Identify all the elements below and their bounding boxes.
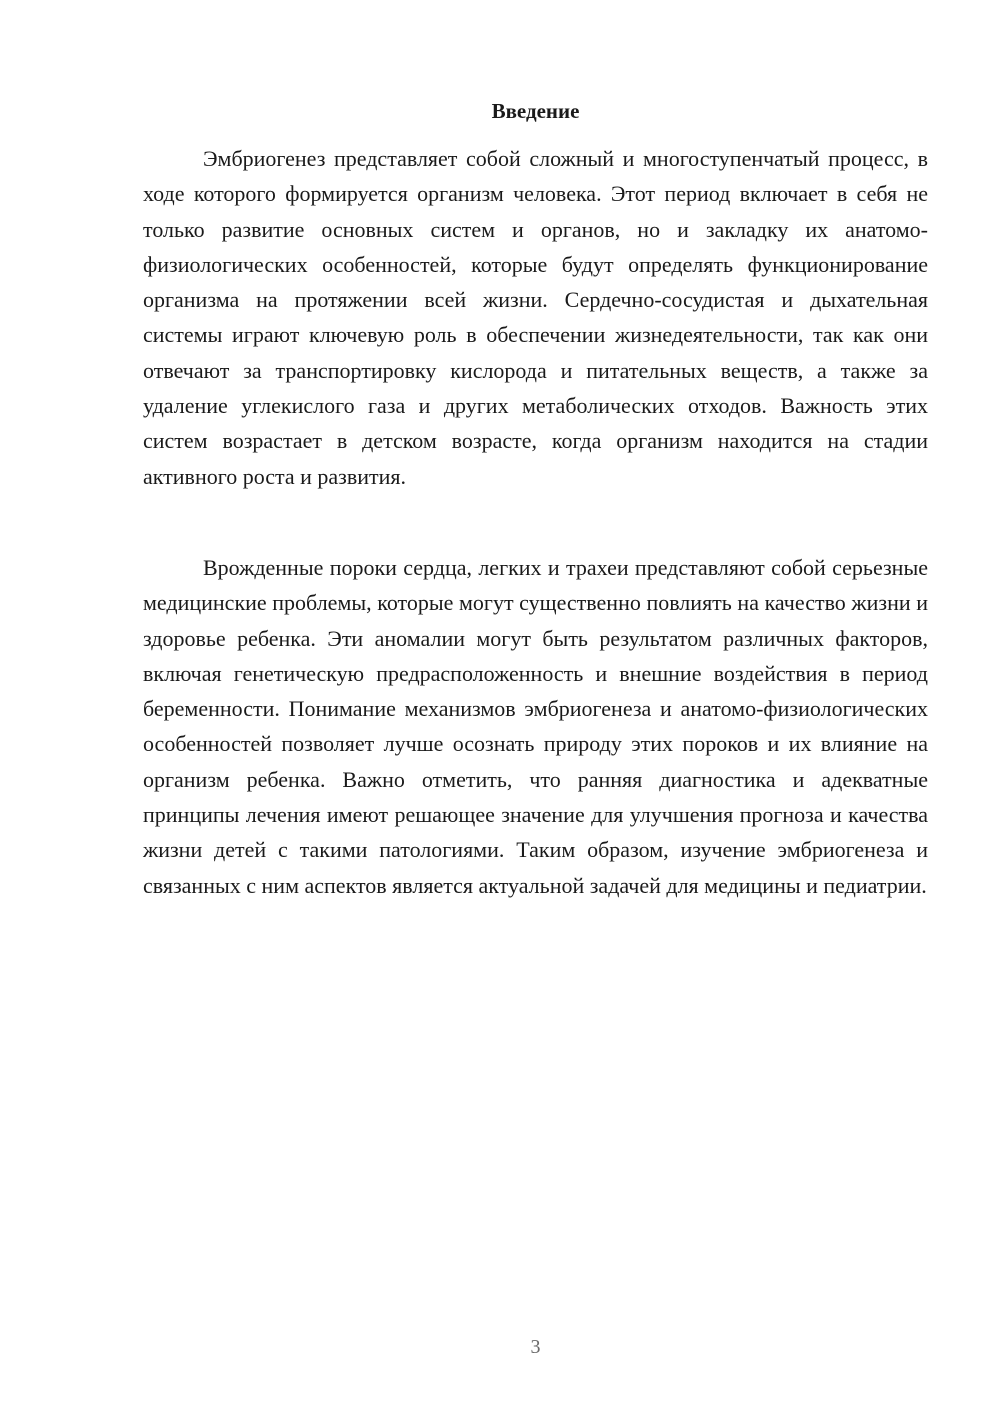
intro-paragraph-1: Эмбриогенез представляет собой сложный и многоступенчатый процесс, в ходе которого формируется организм человека. Этот период включает в себя не только развитие основных систем и органов, но и закладку их анатомо-физиологических особенностей, которые будут определять функционирование организма на протяжении всей жизни. Сердечно-сосудистая и дыхательная системы играют ключевую роль в обеспечении жизнедеятельности, так как они отвечают за транспортировку кислорода и питательных веществ, а также за удаление углекислого газа и других метаболических отходов. Важность этих систем возрастает в детском возрасте, когда организм находится на стадии активного роста и развития.	[143, 146, 928, 489]
intro-paragraph-2: Врожденные пороки сердца, легких и трахеи представляют собой серьезные медицинские проблемы, которые могут существенно повлиять на качество жизни и здоровье ребенка. Эти аномалии могут быть результатом различных факторов, включая генетическую предрасположенность и внешние воздействия в период беременности. Понимание механизмов эмбриогенеза и анатомо-физиологических особенностей позволяет лучше осознать природу этих пороков и их влияние на организм ребенка. Важно отметить, что ранняя диагностика и адекватные принципы лечения имеют решающее значение для улучшения прогноза и качества жизни детей с такими патологиями. Таким образом, изучение эмбриогенеза и связанных с ним аспектов является актуальной задачей для медицины и педиатрии.	[143, 555, 928, 898]
page-number: 3	[530, 1336, 541, 1358]
section-title: Введение	[491, 99, 580, 123]
